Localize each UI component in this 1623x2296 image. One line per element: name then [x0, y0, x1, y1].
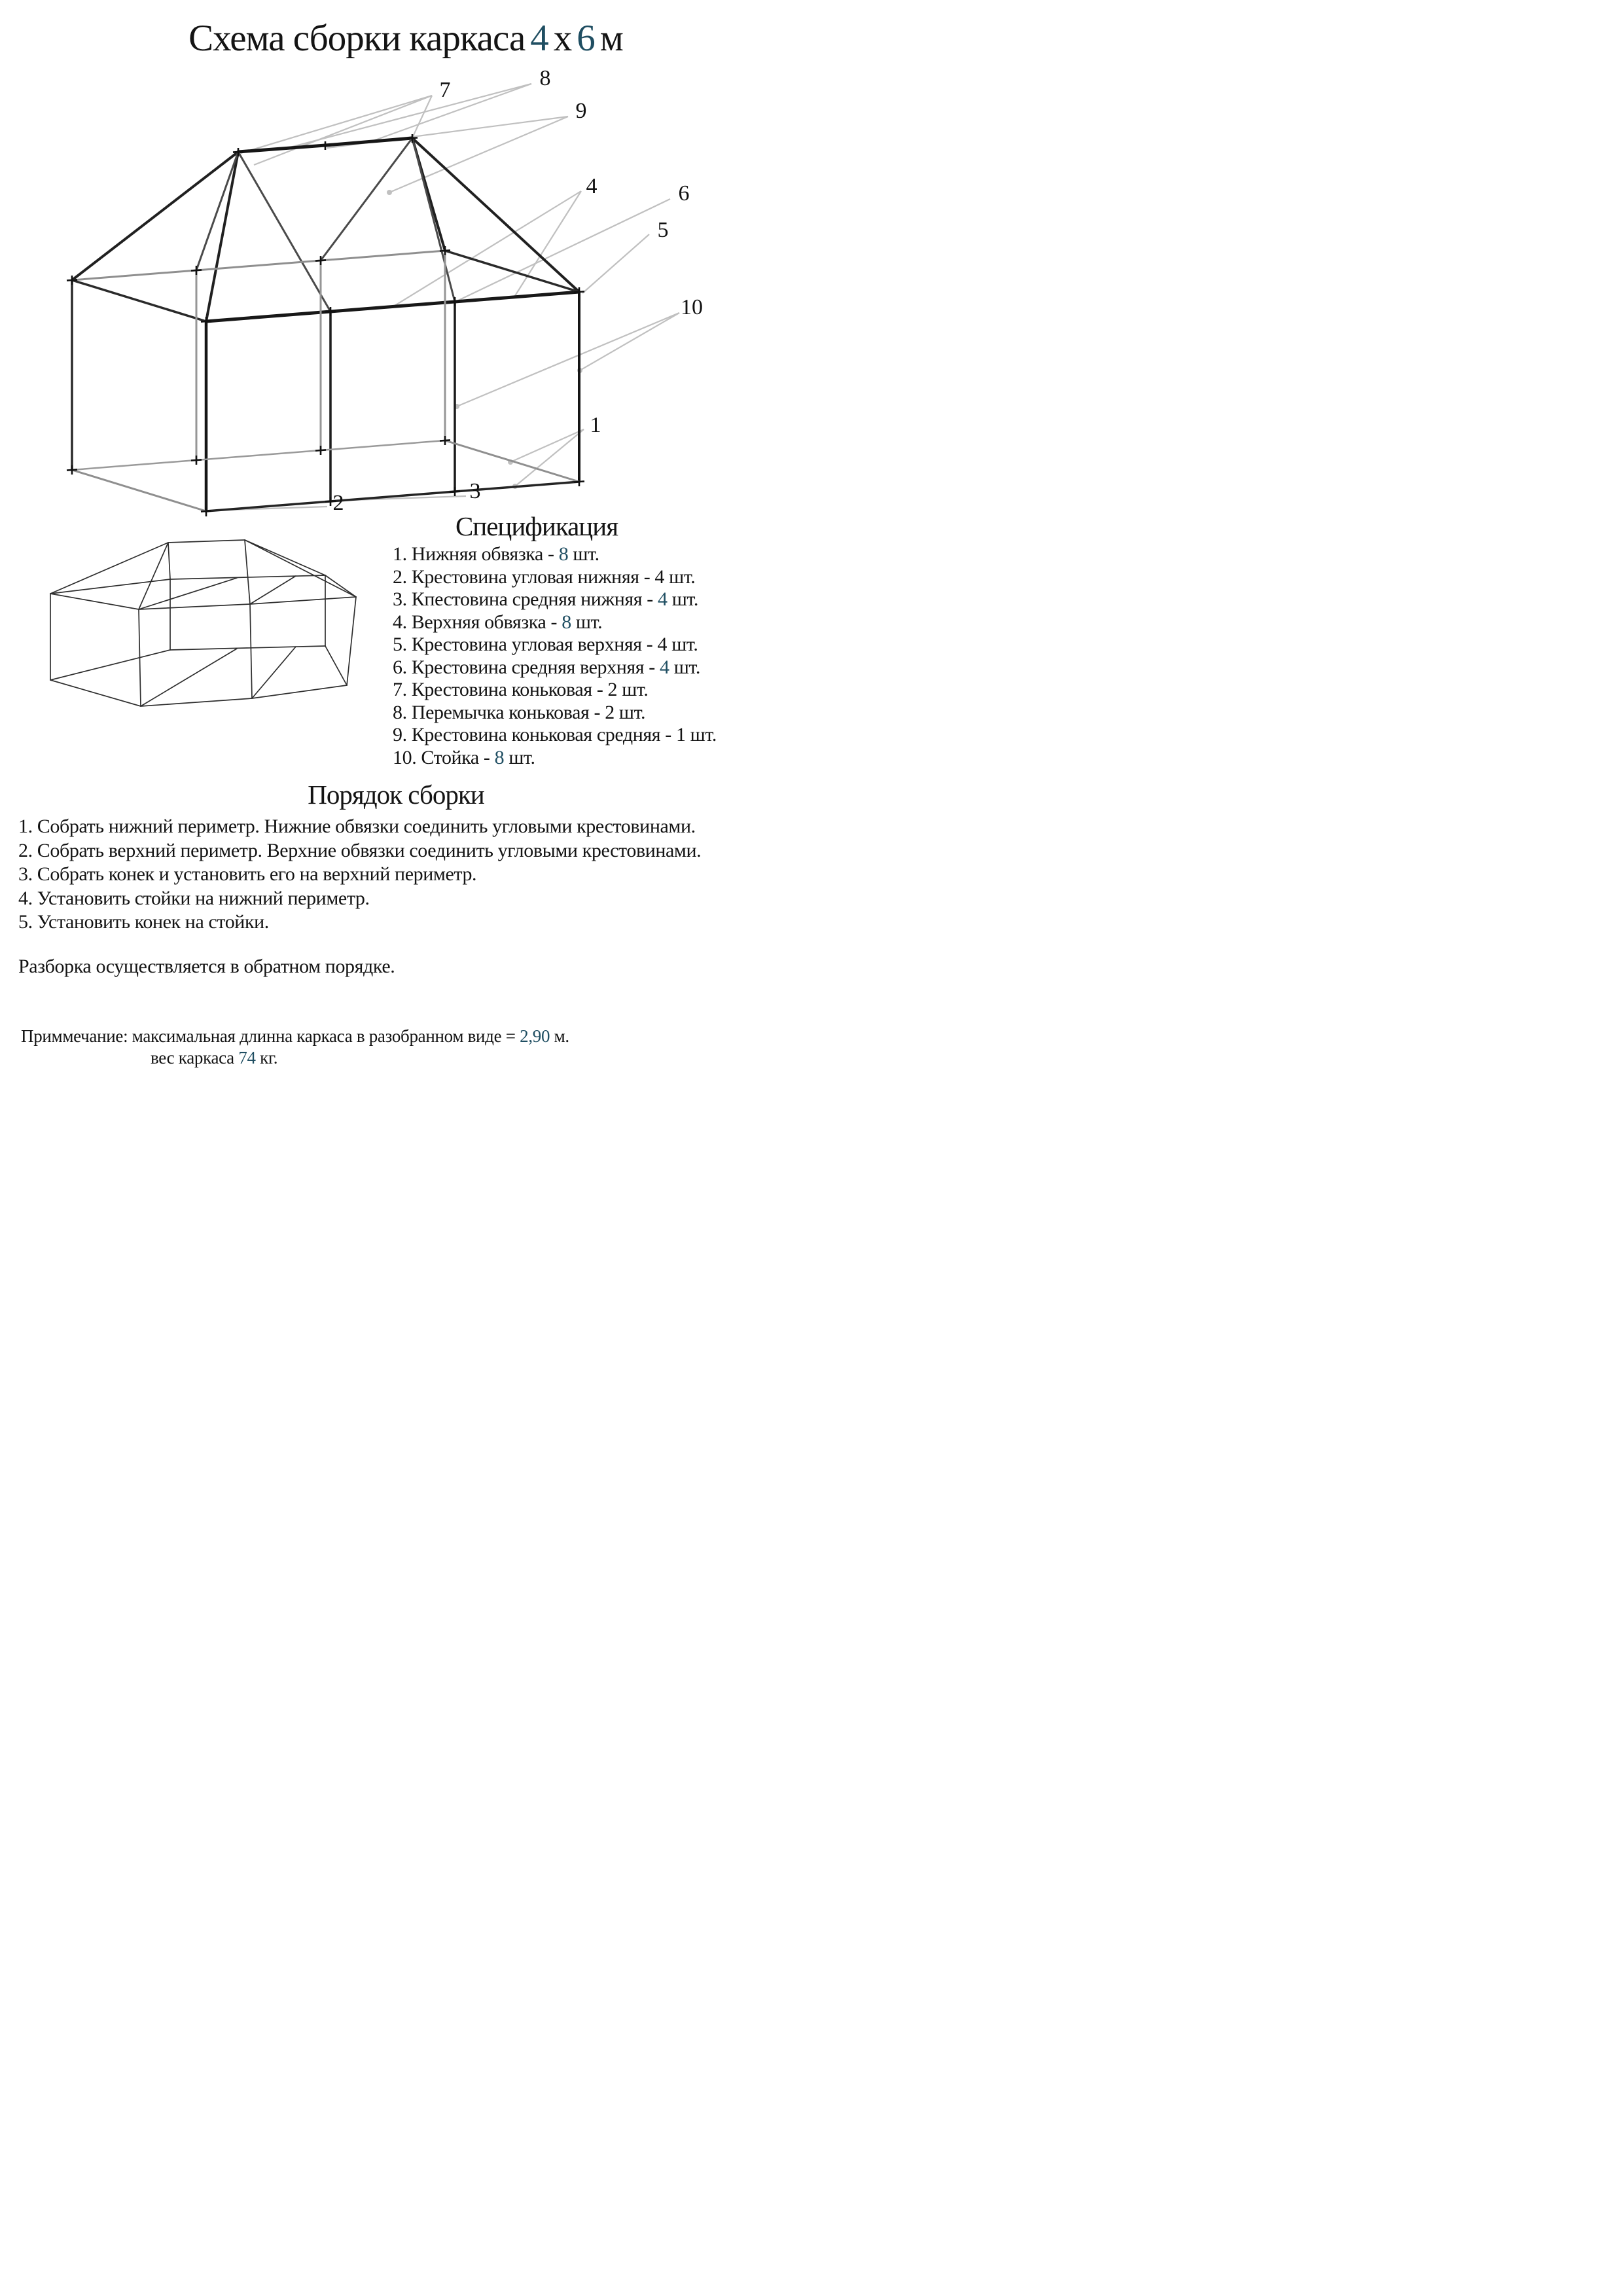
spec-item-count: 4 [660, 656, 669, 678]
assembly-order-heading: Порядок сборки [308, 780, 484, 810]
spec-item-6 [393, 656, 798, 679]
part-label-8: 8 [539, 66, 551, 90]
assembly-step-number: 3. [18, 863, 33, 885]
spec-item-count: 8 [562, 611, 571, 633]
page-title-unit: м [599, 18, 623, 59]
spec-item-unit: шт. [667, 634, 698, 655]
note-weight-unit: кг. [255, 1048, 278, 1067]
spec-item-count: 8 [494, 746, 505, 768]
bottom-perimeter [72, 440, 579, 511]
spec-item-number: 6. [393, 656, 407, 678]
main-frame-diagram [33, 64, 753, 588]
spec-item-count: 8 [558, 543, 569, 565]
spec-item-number: 7. [393, 679, 407, 700]
assembly-step-number: 5. [18, 911, 33, 933]
part-label-6: 6 [678, 181, 690, 206]
part-label-4: 4 [586, 174, 597, 198]
spec-item-label: Стойка - [416, 746, 495, 768]
page-title [0, 17, 812, 60]
spec-item-number: 1. [393, 543, 407, 565]
spec-item-count: 4 [657, 634, 668, 655]
spec-item-unit: шт. [504, 746, 535, 768]
spec-item-label: Крестовина угловая нижняя - [406, 565, 655, 588]
main-frame-wireframe [33, 64, 753, 588]
note-max-length-text: максимальная длинна каркаса в разобранном виде = [128, 1026, 520, 1046]
assembly-step-text: Установить конек на стойки. [32, 911, 269, 933]
spec-item-number: 5. [393, 634, 407, 655]
spec-item-5 [393, 634, 798, 656]
assembly-steps-list [18, 816, 797, 935]
spec-item-label: Крестовина коньковая средняя - [406, 724, 676, 745]
document-page [0, 0, 812, 1148]
spec-item-number: 3. [393, 588, 407, 610]
spec-item-count: 4 [657, 588, 668, 610]
specification-list [393, 543, 798, 769]
page-title-times: х [553, 18, 572, 59]
spec-item-count: 1 [675, 724, 686, 745]
spec-item-7 [393, 679, 798, 702]
posts [72, 251, 579, 511]
spec-item-unit: шт. [664, 565, 696, 588]
spec-item-unit: шт. [571, 611, 603, 633]
spec-item-label: Крестовина коньковая - [406, 679, 608, 700]
spec-item-label: Верхняя обвязка - [406, 611, 562, 633]
assembly-step-number: 1. [18, 816, 33, 837]
assembly-step-4 [18, 888, 797, 912]
note-label: Приммечание: [21, 1026, 128, 1046]
note-max-length-unit: м. [550, 1026, 569, 1046]
part-label-7: 7 [439, 78, 451, 102]
spec-item-3 [393, 588, 798, 611]
spec-item-number: 4. [393, 611, 407, 633]
spec-item-count: 2 [607, 679, 618, 700]
page-title-text: Схема сборки каркаса [188, 18, 526, 59]
note-weight-value: 74 [238, 1048, 256, 1067]
assembly-step-text: Собрать верхний периметр. Верхние обвязки соединить угловыми крестовинами. [32, 839, 702, 861]
assembly-step-2 [18, 840, 797, 864]
spec-item-count: 2 [605, 701, 615, 723]
note-max-length-value: 2,90 [520, 1026, 550, 1046]
spec-item-number: 9. [393, 724, 407, 745]
assembly-step-number: 2. [18, 839, 33, 861]
spec-item-label: Перемычка коньковая - [406, 701, 605, 723]
spec-item-label: Кпестовина средняя нижняя - [406, 588, 658, 610]
assembly-step-text: Собрать конек и установить его на верхний периметр. [32, 863, 477, 885]
spec-item-4 [393, 611, 798, 634]
part-label-9: 9 [575, 99, 587, 123]
spec-item-2 [393, 566, 798, 589]
assembly-step-text: Собрать нижний периметр. Нижние обвязки соединить угловыми крестовинами. [32, 816, 696, 837]
spec-item-9 [393, 724, 798, 747]
assembly-step-5 [18, 911, 797, 935]
note-weight-text: вес каркаса [151, 1048, 239, 1067]
spec-item-label: Нижняя обвязка - [406, 543, 559, 565]
assembly-step-text: Установить стойки на нижний периметр. [32, 887, 370, 909]
spec-item-1 [393, 543, 798, 566]
spec-item-number: 8. [393, 701, 407, 723]
part-label-10: 10 [681, 295, 703, 319]
spec-item-10 [393, 747, 798, 770]
spec-item-unit: шт. [614, 701, 646, 723]
note-max-length [21, 1026, 800, 1047]
spec-item-8 [393, 702, 798, 725]
hip-rafters [72, 138, 579, 321]
spec-item-label: Крестовина угловая верхняя - [406, 634, 658, 655]
part-label-1: 1 [590, 413, 601, 437]
assembled-frame-diagram [34, 520, 387, 762]
part-label-3: 3 [469, 479, 481, 503]
spec-item-number: 10. [393, 746, 417, 768]
assembly-step-3 [18, 863, 797, 888]
assembled-frame-wireframe [34, 520, 387, 762]
spec-item-unit: шт. [685, 724, 717, 745]
assembly-step-number: 4. [18, 887, 33, 909]
specification-heading: Спецификация [455, 511, 618, 541]
spec-item-number: 2. [393, 565, 407, 588]
frame-width-value: 4 [530, 18, 548, 59]
frame-length-value: 6 [577, 18, 595, 59]
part-label-2: 2 [332, 491, 344, 515]
note-weight [151, 1048, 740, 1068]
spec-item-count: 4 [654, 565, 665, 588]
part-label-5: 5 [657, 218, 669, 242]
top-perimeter [72, 251, 579, 321]
spec-item-label: Крестовина средняя верхняя - [406, 656, 660, 678]
assembly-step-1 [18, 816, 797, 840]
spec-item-unit: шт. [617, 679, 649, 700]
disassembly-note: Разборка осуществляется в обратном порядке. [18, 956, 395, 977]
spec-item-unit: шт. [568, 543, 599, 565]
spec-item-unit: шт. [667, 588, 698, 610]
spec-item-unit: шт. [669, 656, 700, 678]
